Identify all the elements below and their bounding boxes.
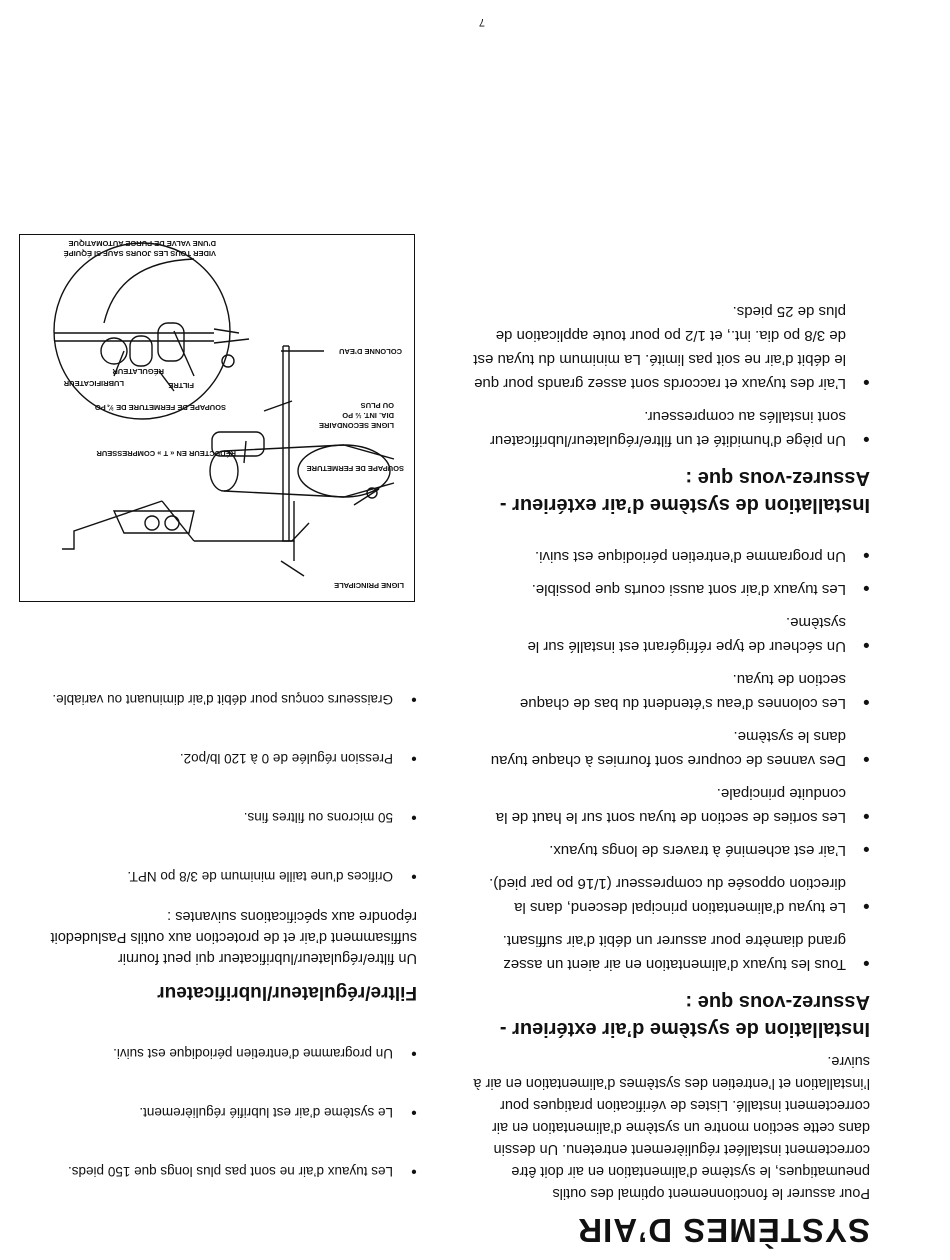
label-regulator: RÉGULATEUR [112, 367, 164, 376]
list-item: ● Orifices d’une taille minimum de 3/8 po NPT. [47, 866, 417, 887]
page-title: SYSTÈMES D’AIR [577, 1212, 870, 1249]
list-item: ● Le tuyau d’alimentation principal descend, dans la direction opposée du compresseur (1/16 po par pied). [470, 871, 870, 919]
list-item: ● Un piège d’humidité et un filtre/régulateur/lubrificateur sont installés au compresseur. [470, 404, 870, 452]
label-secondary-line-1: LIGNE SECONDAIRE [318, 421, 394, 430]
section-heading-exterior-2: Installation de système d’air extérieur -Assurez-vous que : [499, 466, 870, 516]
checklist-exterior-2 [470, 299, 870, 452]
list-item: ● 50 microns ou filtres fins. [47, 807, 417, 828]
list-item: ● Les tuyaux d’air ne sont pas plus longs que 150 pieds. [47, 1161, 417, 1182]
frl-paragraph: Un filtre/régulateur/lubrificateur qui peut fournir suffisamment d’air et de protection aux outils Pasludedoit répondre aux spécifications suivantes : [50, 908, 417, 966]
list-item: ● L’air est acheminé à travers de longs tuyaux. [470, 838, 870, 862]
frl-heading: Filtre/régulateur/lubrificateur [157, 982, 417, 1003]
list-item: ● Les sorties de section de tuyau sont sur le haut de la conduite principale. [470, 781, 870, 829]
list-item: ● Un programme d’entretien périodique est suivi. [47, 1043, 417, 1064]
label-main-line: LIGNE PRINCIPALE [334, 581, 404, 590]
label-filter: FILTRE [168, 381, 194, 390]
label-tee-reducer: RÉDUCTEUR EN « T » COMPRESSEUR [96, 449, 236, 458]
list-item: ● L’air des tuyaux et raccords sont assez grands pour que le débit d’air ne soit pas limité. La minimum du tuyau est de 3/8 po dia. int., et 1/2 po pour toute application de plus de 25 pieds. [470, 299, 870, 395]
list-item: ● Graisseurs conçus pour débit d’air diminuant ou variable. [47, 689, 417, 710]
list-item: ● Des vannes de coupure sont fournies à chaque tuyau dans le système. [470, 724, 870, 772]
label-water-column: COLONNE D’EAU [339, 347, 402, 356]
right-column [47, 651, 417, 1248]
label-shutoff-3-4: SOUPAPE DE FERMETURE DE ¾ PO [94, 403, 226, 412]
label-drain-1: VIDER TOUS LES JOURS SAUF SI ÉQUIPÉ [63, 249, 216, 258]
intro-paragraph: Pour assurer le fonctionnement optimal des outils pneumatiques, le système d’alimentation en air doit être correctement installéet régulièrement entretenu. Un dessin dans cette section montre un système d’alimentation en air correctement installé. Listes de vérification pratiques pour l’installation et l’entretien des systèmes d’alimentation en air à suivre. [473, 1052, 870, 1201]
list-item: ● Les tuyaux d’air sont aussi courts que possible. [470, 577, 870, 601]
diagram-drawing [21, 236, 414, 601]
section-heading-exterior-1: Installation de système d’air extérieur - Assurez-vous que : [499, 990, 870, 1040]
air-system-diagram [19, 234, 415, 602]
label-secondary-line-3: OU PLUS [360, 401, 394, 410]
list-item: ● Un sécheur de type réfrigérant est installé sur le système. [470, 610, 870, 658]
checklist-maintenance [47, 1043, 417, 1182]
list-item: ● Un programme d’entretien périodique est suivi. [470, 544, 870, 568]
frl-specifications [47, 689, 417, 887]
label-drain-2: D’UNE VALVE DE PURGE AUTOMATIQUE [68, 239, 216, 248]
label-lubricator: LUBRIFICATEUR [63, 379, 124, 388]
checklist-exterior-1 [470, 544, 870, 976]
list-item: ● Tous les tuyaux d’alimentation en air aient un assez grand diamètre pour assurer un débit d’air suffisant. [470, 928, 870, 976]
page-number: 7 [478, 16, 485, 28]
list-item: ● Les colonnes d’eau s’étendent du bas de chaque section de tuyau. [470, 667, 870, 715]
left-column [470, 290, 870, 1248]
list-item: ● Le système d’air est lubrifié régulièrement. [47, 1102, 417, 1123]
label-shutoff-valve: SOUPAPE DE FERMETURE [306, 464, 404, 473]
list-item: ● Pression régulée de 0 à 120 lb/po2. [47, 748, 417, 769]
label-secondary-line-2: DIA. INT. ½ PO [342, 411, 394, 420]
